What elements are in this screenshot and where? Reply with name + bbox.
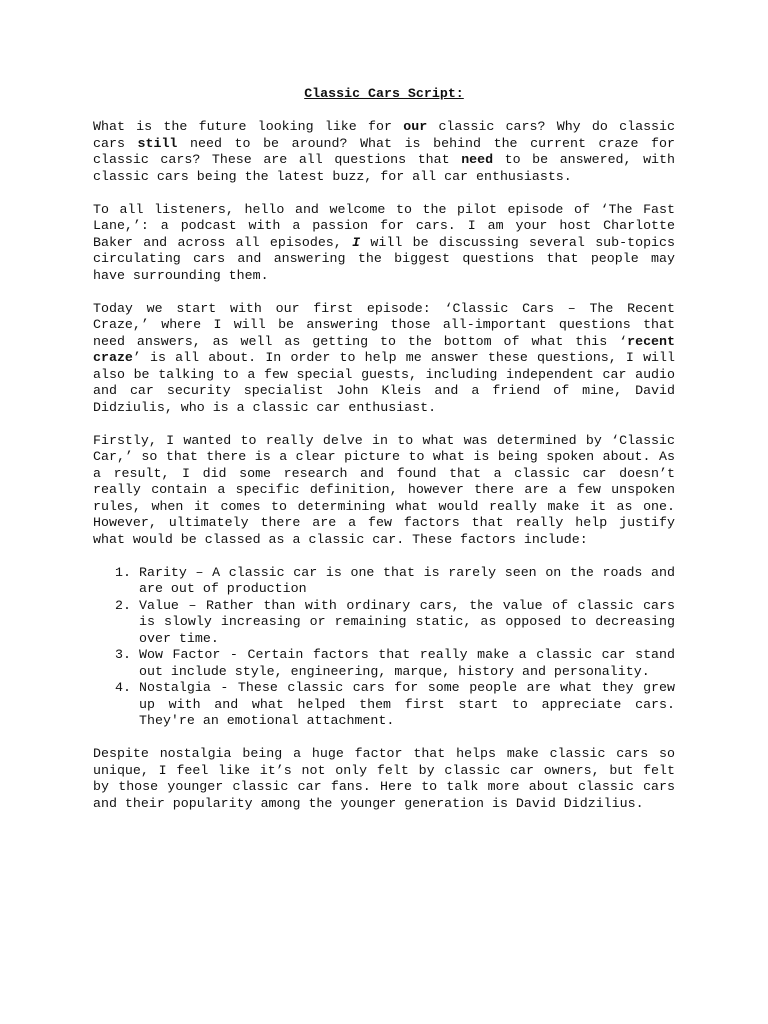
list-item-nostalgia: 4. Nostalgia - These classic cars for some people are what they grew up with and what helped them first start to appreciate cars. They're an emotional attachment. — [139, 680, 675, 730]
list-item-rarity: 1. Rarity – A classic car is one that is rarely seen on the roads and are out of production — [139, 565, 675, 598]
emphasis-text: need — [461, 152, 494, 167]
document-title: Classic Cars Script: — [304, 86, 464, 101]
emphasis-text: still — [137, 135, 178, 151]
emphasis-text: our — [403, 119, 428, 134]
episode-paragraph: Today we start with our first episode: ‘Classic Cars – The Recent Craze,’ where I will be answering those all-important questions that need answers, as well as getting to the bottom of what this ‘recent craze’ is all about. In order to help me answer these questions, I will also be talking to a few special guests, including independent car audio and car security specialist John Kleis and a friend of mine, David Didziulis, who is a classic car enthusiast. — [93, 300, 675, 415]
list-item-wow-factor: 3. Wow Factor - Certain factors that really make a classic car stand out include style, engineering, marque, history and personality. — [139, 647, 675, 680]
welcome-paragraph: To all listeners, hello and welcome to the pilot episode of ‘The Fast Lane,’: a podcast with a passion for cars. I am your host Charlotte Baker and across all episodes, I will be discussing several sub-topics circulating cars and answering the biggest questions that people may have surrounding them. — [93, 201, 675, 283]
definition-paragraph: Firstly, I wanted to really delve in to what was determined by ‘Classic Car,’ so that there is a clear picture to what is being spoken about. As a result, I did some research and found that a classic car doesn’t really contain a specific definition, however there are a few unspoken rules, when it comes to determining what would really make it as one. However, ultimately there are a few factors that really help justify what would be classed as a classic car. These factors include: — [93, 432, 675, 547]
document-page — [93, 86, 675, 829]
emphasis-text: I — [352, 234, 361, 250]
closing-paragraph: Despite nostalgia being a huge factor that helps make classic cars so unique, I feel like it’s not only felt by classic car owners, but felt by those younger classic car fans. Here to talk more about classic cars and their popularity among the younger generation is David Didzilius. — [93, 746, 675, 811]
intro-paragraph: What is the future looking like for our classic cars? Why do classic cars still need to be around? What is behind the current craze for classic cars? These are all questions that need to be answered, with classic cars being the latest buzz, for all car enthusiasts. — [93, 119, 675, 184]
emphasis-text: recent craze — [93, 333, 675, 365]
list-item-value: 2. Value – Rather than with ordinary cars, the value of classic cars is slowly increasing or remaining static, as opposed to decreasing over time. — [139, 598, 675, 648]
factors-list — [93, 565, 675, 730]
